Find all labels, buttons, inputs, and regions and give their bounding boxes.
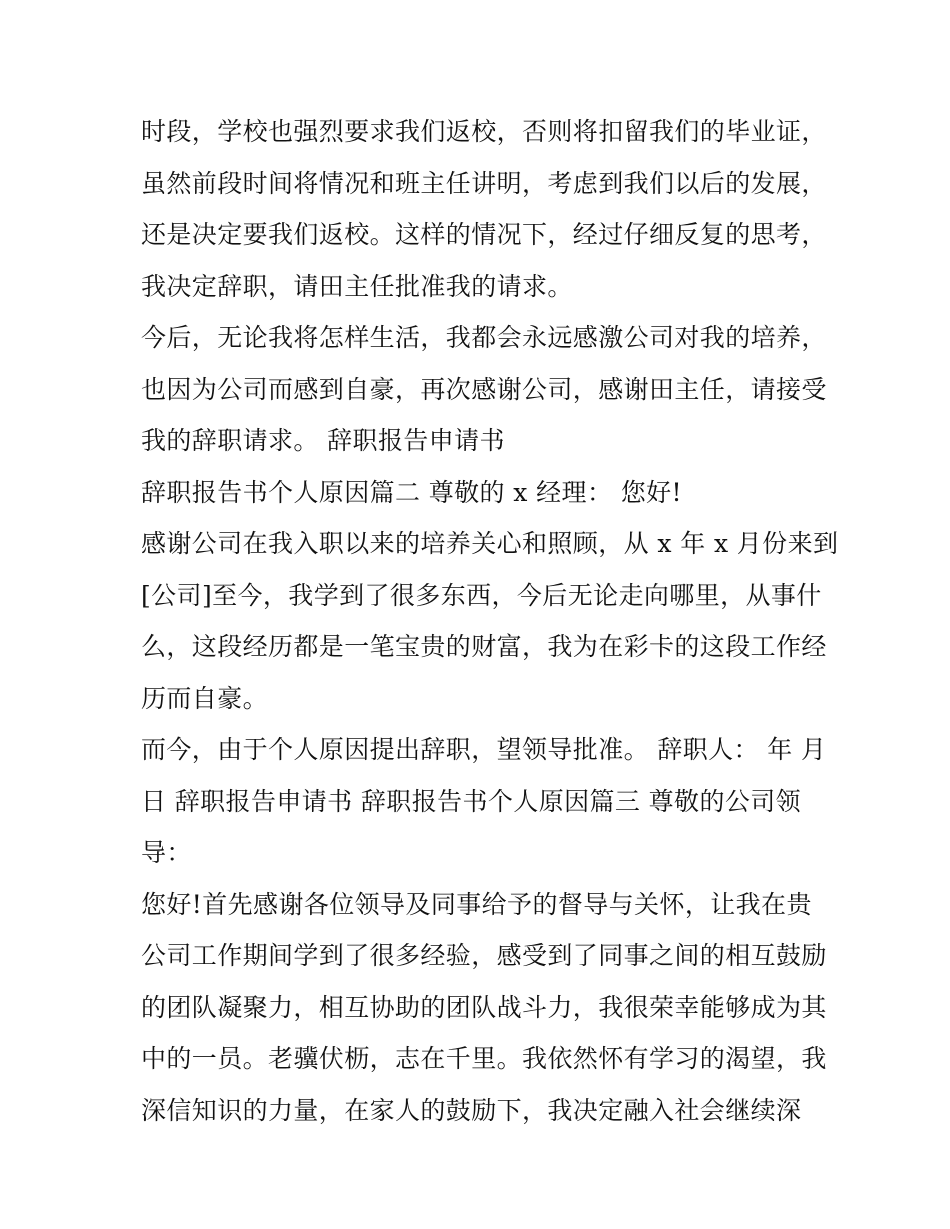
text-line: 我决定辞职，请田主任批准我的请求。 <box>141 271 573 301</box>
text-line: 公司工作期间学到了很多经验，感受到了同事之间的相互鼓励 <box>141 941 827 970</box>
text-line: 虽然前段时间将情况和班主任讲明，考虑到我们以后的发展， <box>141 168 827 198</box>
text-line: 也因为公司而感到自豪，再次感谢公司，感谢田主任，请接受 <box>141 374 827 404</box>
text-line: 还是决定要我们返校。这样的情况下，经过仔细反复的思考， <box>141 220 827 249</box>
text-line: 中的一员。老骥伏枥，志在千里。我依然怀有学习的渴望，我 <box>141 1044 827 1073</box>
text-line: 而今，由于个人原因提出辞职，望领导批准。 辞职人： 年 月 <box>141 735 827 764</box>
text-line: 辞职报告书个人原因篇二 尊敬的 x 经理： 您好! <box>141 477 682 507</box>
text-line: 您好!首先感谢各位领导及同事给予的督导与关怀，让我在贵 <box>141 889 812 919</box>
text-line: 日 辞职报告申请书 辞职报告书个人原因篇三 尊敬的公司领 <box>141 786 802 816</box>
text-line: 时段，学校也强烈要求我们返校，否则将扣留我们的毕业证， <box>141 117 827 146</box>
text-line: 今后，无论我将怎样生活，我都会永远感激公司对我的培养， <box>141 323 827 352</box>
text-line: 的团队凝聚力，相互协助的团队战斗力，我很荣幸能够成为其 <box>141 992 827 1022</box>
body-text <box>141 106 839 1136</box>
text-line: 历而自豪。 <box>141 683 269 713</box>
text-line: 我的辞职请求。 辞职报告申请书 <box>141 426 505 455</box>
text-line: 导： <box>141 838 192 867</box>
text-line: 感谢公司在我入职以来的培养关心和照顾，从 x 年 x 月份来到 <box>141 529 839 558</box>
text-line: [公司]至今，我学到了很多东西，今后无论走向哪里，从事什 <box>141 580 822 610</box>
text-line: 深信知识的力量，在家人的鼓励下，我决定融入社会继续深 <box>141 1095 802 1125</box>
text-line: 么，这段经历都是一笔宝贵的财富，我为在彩卡的这段工作经 <box>141 632 827 661</box>
